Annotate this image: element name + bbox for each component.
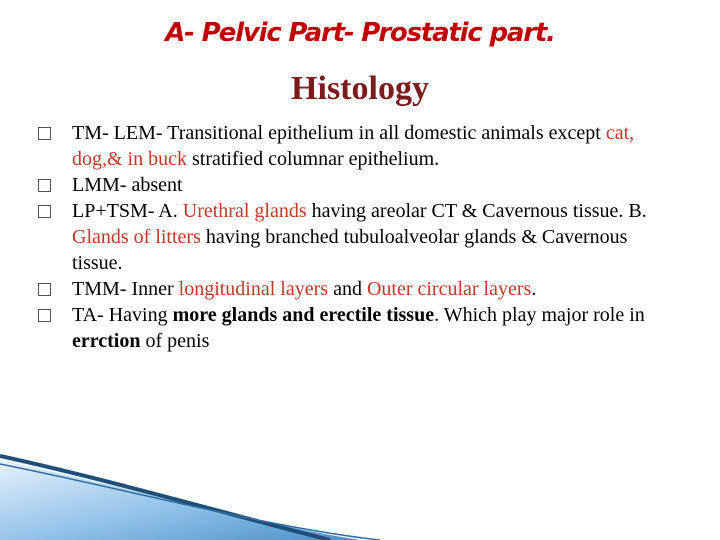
checkbox-bullet-icon <box>38 205 51 218</box>
bullet-text: having areolar CT & Cavernous tissue. B. <box>306 200 647 222</box>
highlight-text: Outer circular layers <box>366 278 532 300</box>
bullet-text: LMM- absent <box>72 174 183 196</box>
bullet-item <box>38 276 678 302</box>
checkbox-bullet-icon <box>38 127 51 140</box>
highlight-text: Glands of litters <box>72 226 201 248</box>
bullet-text: TA- Having <box>72 304 173 326</box>
bullet-text: TMM- Inner <box>72 278 179 300</box>
bullet-text: LP+TSM- A. <box>72 200 183 222</box>
highlight-text: longitudinal layers <box>178 278 329 300</box>
bullet-text: and <box>328 278 367 300</box>
checkbox-bullet-icon <box>38 283 51 296</box>
bullet-list <box>38 120 678 354</box>
slide-title: A- Pelvic Part- Prostatic part. <box>165 18 555 48</box>
bullet-text: having branched tubuloalveolar glands & Cavernous tissue. <box>72 226 628 274</box>
bullet-text: stratified columnar epithelium. <box>187 148 440 170</box>
bullet-text: of penis <box>140 330 210 352</box>
wave-decoration <box>0 440 720 540</box>
highlight-text: Urethral glands <box>182 200 307 222</box>
checkbox-bullet-icon <box>38 179 51 192</box>
slide-subtitle: Histology <box>291 70 429 107</box>
bullet-item <box>38 198 678 276</box>
bullet-text: TM- LEM- Transitional epithelium in all domestic animals except <box>72 122 606 144</box>
bullet-item <box>38 172 678 198</box>
bullet-text: . <box>531 278 537 300</box>
bullet-item <box>38 120 678 172</box>
bold-text: errction <box>72 330 141 352</box>
bullet-text: . Which play major role in <box>434 304 645 326</box>
bullet-item <box>38 302 678 354</box>
bold-text: more glands and erectile tissue <box>172 304 435 326</box>
highlight-text: cat, dog,& in buck <box>72 122 635 170</box>
checkbox-bullet-icon <box>38 309 51 322</box>
